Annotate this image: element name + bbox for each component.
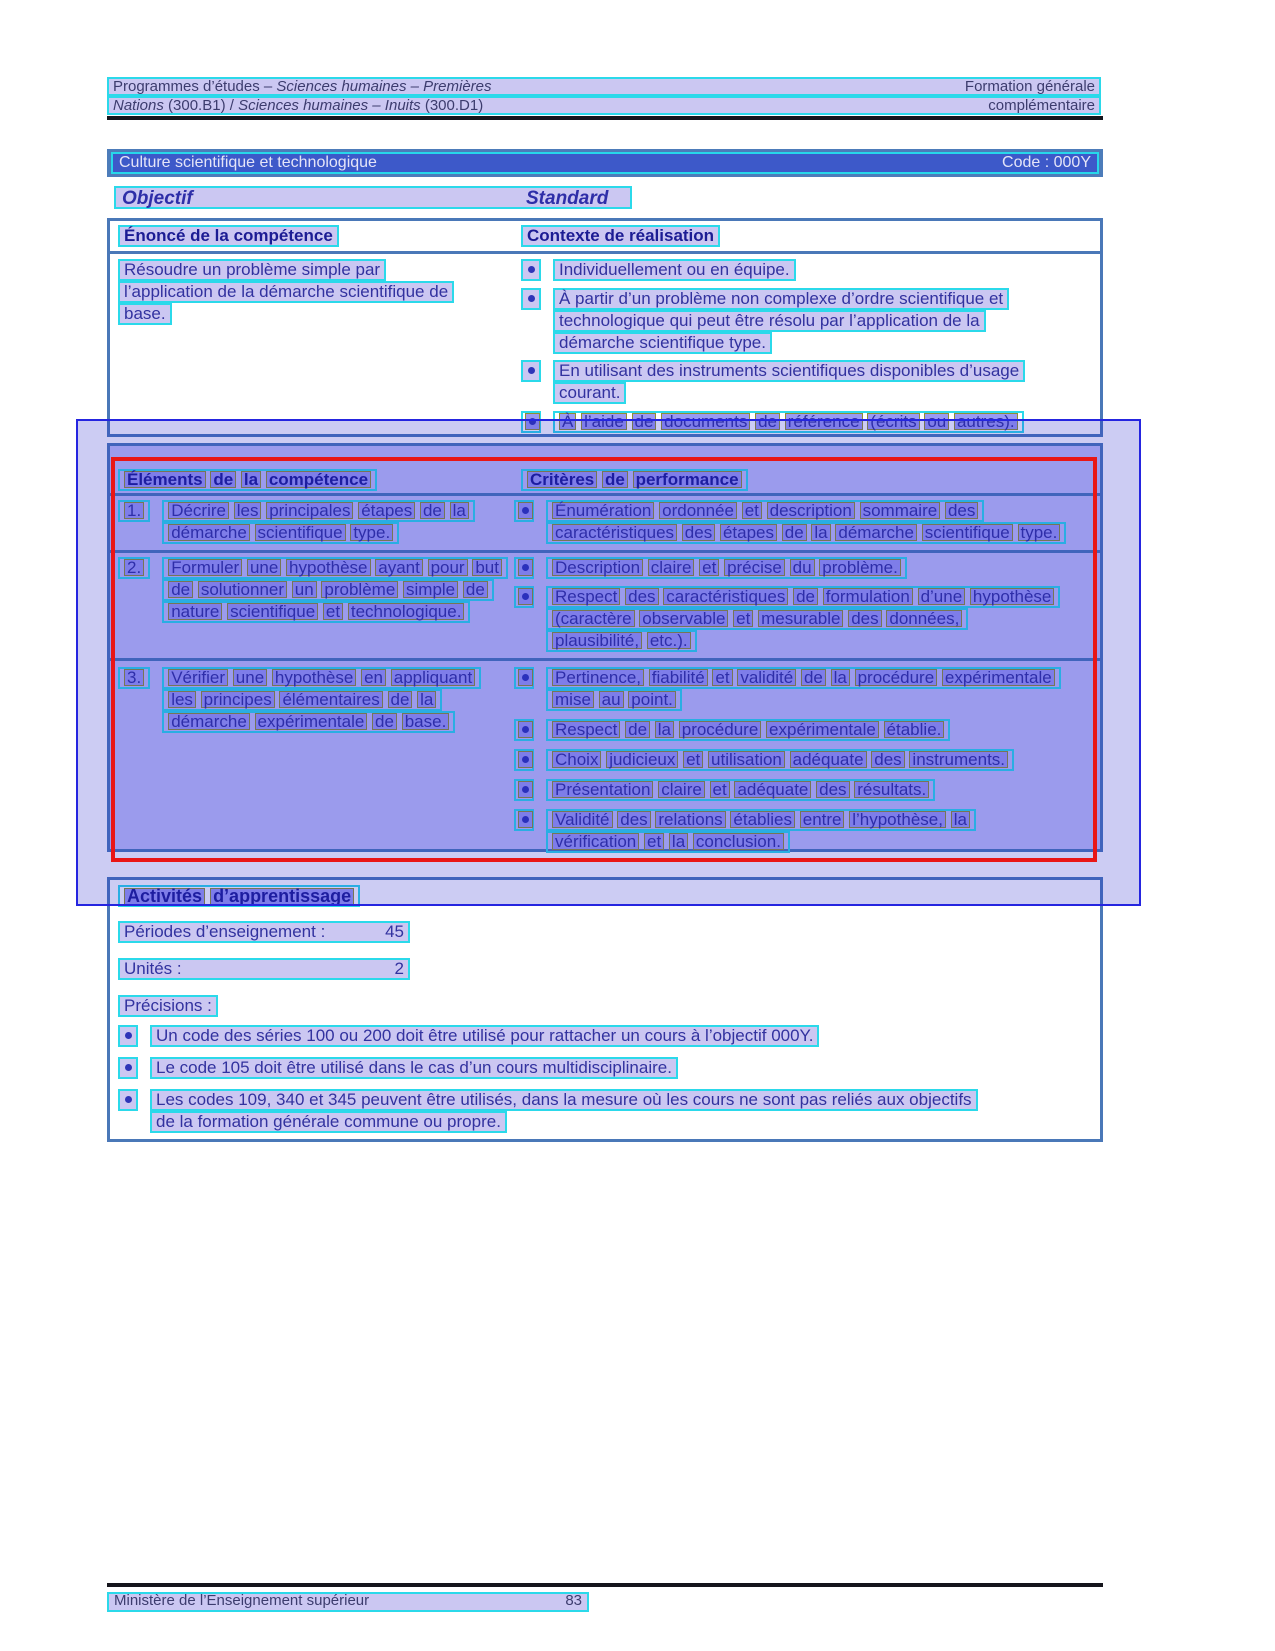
precision-bullet xyxy=(118,1057,1092,1079)
contexte-header: Contexte de réalisation xyxy=(521,225,720,247)
critere-bullet xyxy=(514,667,1100,711)
bullet-line: technologique qui peut être résolu par l’application de la xyxy=(553,310,986,332)
enonce-text xyxy=(118,259,454,325)
field-value: 45 xyxy=(385,922,404,941)
top-rule xyxy=(107,116,1103,120)
bullet-dot xyxy=(514,779,534,801)
element-number: 1. xyxy=(118,500,150,522)
activites-header: Activités d’apprentissage xyxy=(118,885,360,907)
page-number: 83 xyxy=(565,1592,582,1609)
critere-line: Choix judicieux et utilisation adéquate des instruments. xyxy=(546,749,1014,771)
critere-bullet xyxy=(514,500,1100,544)
bullet-dot xyxy=(514,500,534,522)
critere-line: Respect des caractéristiques de formulation d’une hypothèse xyxy=(546,586,1060,608)
bullet-dot xyxy=(521,259,541,281)
context-bullet xyxy=(521,411,1025,433)
critere-line: plausibilité, etc.). xyxy=(546,630,697,652)
bullet-dot xyxy=(521,411,541,433)
objectif-label: Objectif xyxy=(122,188,193,209)
element-text-line: les principes élémentaires de la xyxy=(162,689,442,711)
bullet-line: Les codes 109, 340 et 345 peuvent être utilisés, dans la mesure où les cours ne sont pas reliés aux objectifs xyxy=(150,1089,978,1111)
title-bar-highlight xyxy=(111,152,1099,174)
element-text-line: démarche expérimentale de base. xyxy=(162,711,455,733)
bullet-line: À l’aide de documents de référence (écrits ou autres). xyxy=(553,411,1024,433)
bullet-line: démarche scientifique type. xyxy=(553,332,772,354)
enonce-text-line: base. xyxy=(118,303,172,325)
precisions-label: Précisions : xyxy=(118,995,218,1017)
element-text-line: nature scientifique et technologique. xyxy=(162,601,470,623)
element-text-line: Vérifier une hypothèse en appliquant xyxy=(162,667,481,689)
header-line-1 xyxy=(107,77,1101,96)
element-row xyxy=(110,553,1100,658)
enonce-text-line: Résoudre un problème simple par xyxy=(118,259,386,281)
critere-line: caractéristiques des étapes de la démarche scientifique type. xyxy=(546,522,1066,544)
element-text-line: Formuler une hypothèse ayant pour but xyxy=(162,557,508,579)
context-bullet xyxy=(521,259,1025,281)
footer-text: Ministère de l’Enseignement supérieur xyxy=(114,1592,370,1609)
criteres-header: Critères de performance xyxy=(521,469,748,491)
critere-line: Présentation claire et adéquate des résultats. xyxy=(546,779,935,801)
bullet-line: Individuellement ou en équipe. xyxy=(553,259,796,281)
bullet-dot xyxy=(118,1089,138,1111)
bullet-dot xyxy=(514,586,534,608)
bullet-line: de la formation générale commune ou propre. xyxy=(150,1111,507,1133)
element-text-line: Décrire les principales étapes de la xyxy=(162,500,475,522)
bullet-dot xyxy=(521,360,541,382)
bullet-line: Un code des séries 100 ou 200 doit être utilisé pour rattacher un cours à l’objectif 000Y. xyxy=(150,1025,819,1047)
bullet-line: courant. xyxy=(553,382,626,404)
precisions-bullets xyxy=(118,1025,1092,1133)
activites-table xyxy=(107,877,1103,1142)
elements-table xyxy=(107,443,1103,852)
course-code: Code : 000Y xyxy=(1002,154,1091,171)
page-title: Culture scientifique et technologique xyxy=(119,154,377,171)
critere-line: Énumération ordonnée et description sommaire des xyxy=(546,500,984,522)
title-bar xyxy=(107,149,1103,177)
critere-line: (caractère observable et mesurable des données, xyxy=(546,608,968,630)
header-left-text: Nations (300.B1) / Sciences humaines – Inuits (300.D1) xyxy=(113,97,484,114)
precision-bullet xyxy=(118,1089,1092,1133)
critere-bullet xyxy=(514,586,1100,652)
critere-bullet xyxy=(514,779,1100,801)
bullet-line: À partir d’un problème non complexe d’ordre scientifique et xyxy=(553,288,1009,310)
critere-line: Pertinence, fiabilité et validité de la procédure expérimentale xyxy=(546,667,1061,689)
precision-bullet xyxy=(118,1025,1092,1047)
critere-line: vérification et la conclusion. xyxy=(546,831,790,853)
critere-line: Validité des relations établies entre l’hypothèse, la xyxy=(546,809,976,831)
bullet-dot xyxy=(514,667,534,689)
element-text-line: démarche scientifique type. xyxy=(162,522,399,544)
element-row xyxy=(110,496,1100,550)
element-row xyxy=(110,661,1100,859)
standard-label: Standard xyxy=(526,188,609,209)
context-bullet xyxy=(521,360,1025,404)
enonce-header: Énoncé de la compétence xyxy=(118,225,339,247)
enonce-table xyxy=(107,218,1103,437)
bullet-dot xyxy=(514,719,534,741)
critere-bullet xyxy=(514,749,1100,771)
header-line-2 xyxy=(107,96,1101,115)
field-label: Unités : xyxy=(124,959,182,978)
critere-bullet xyxy=(514,557,1100,579)
bullet-line: Le code 105 doit être utilisé dans le cas d’un cours multidisciplinaire. xyxy=(150,1057,678,1079)
bullet-dot xyxy=(521,288,541,310)
field-label: Périodes d’enseignement : xyxy=(124,922,326,941)
field-unites xyxy=(118,958,410,980)
contexte-bullets xyxy=(521,259,1025,433)
critere-line: Respect de la procédure expérimentale établie. xyxy=(546,719,950,741)
context-bullet xyxy=(521,288,1025,354)
enonce-text-line: l’application de la démarche scientifique de xyxy=(118,281,454,303)
bullet-dot xyxy=(514,809,534,831)
element-text-line: de solutionner un problème simple de xyxy=(162,579,494,601)
bullet-dot xyxy=(118,1057,138,1079)
bullet-dot xyxy=(118,1025,138,1047)
critere-line: Description claire et précise du problème. xyxy=(546,557,907,579)
critere-bullet xyxy=(514,719,1100,741)
critere-bullet xyxy=(514,809,1100,853)
header-right-text: Formation générale xyxy=(964,78,1095,95)
elements-header: Éléments de la compétence xyxy=(118,469,377,491)
element-number: 3. xyxy=(118,667,150,689)
field-value: 2 xyxy=(394,959,404,978)
bullet-dot xyxy=(514,749,534,771)
critere-line: mise au point. xyxy=(546,689,682,711)
header-left-text: Programmes d’études – Sciences humaines – Premières xyxy=(113,78,492,95)
bullet-line: En utilisant des instruments scientifiques disponibles d’usage xyxy=(553,360,1025,382)
header-right-text: complémentaire xyxy=(988,97,1095,114)
bottom-rule xyxy=(107,1583,1103,1587)
element-number: 2. xyxy=(118,557,150,579)
objectif-standard-row xyxy=(114,186,632,209)
bullet-dot xyxy=(514,557,534,579)
field-periodes xyxy=(118,921,410,943)
footer xyxy=(107,1592,589,1612)
